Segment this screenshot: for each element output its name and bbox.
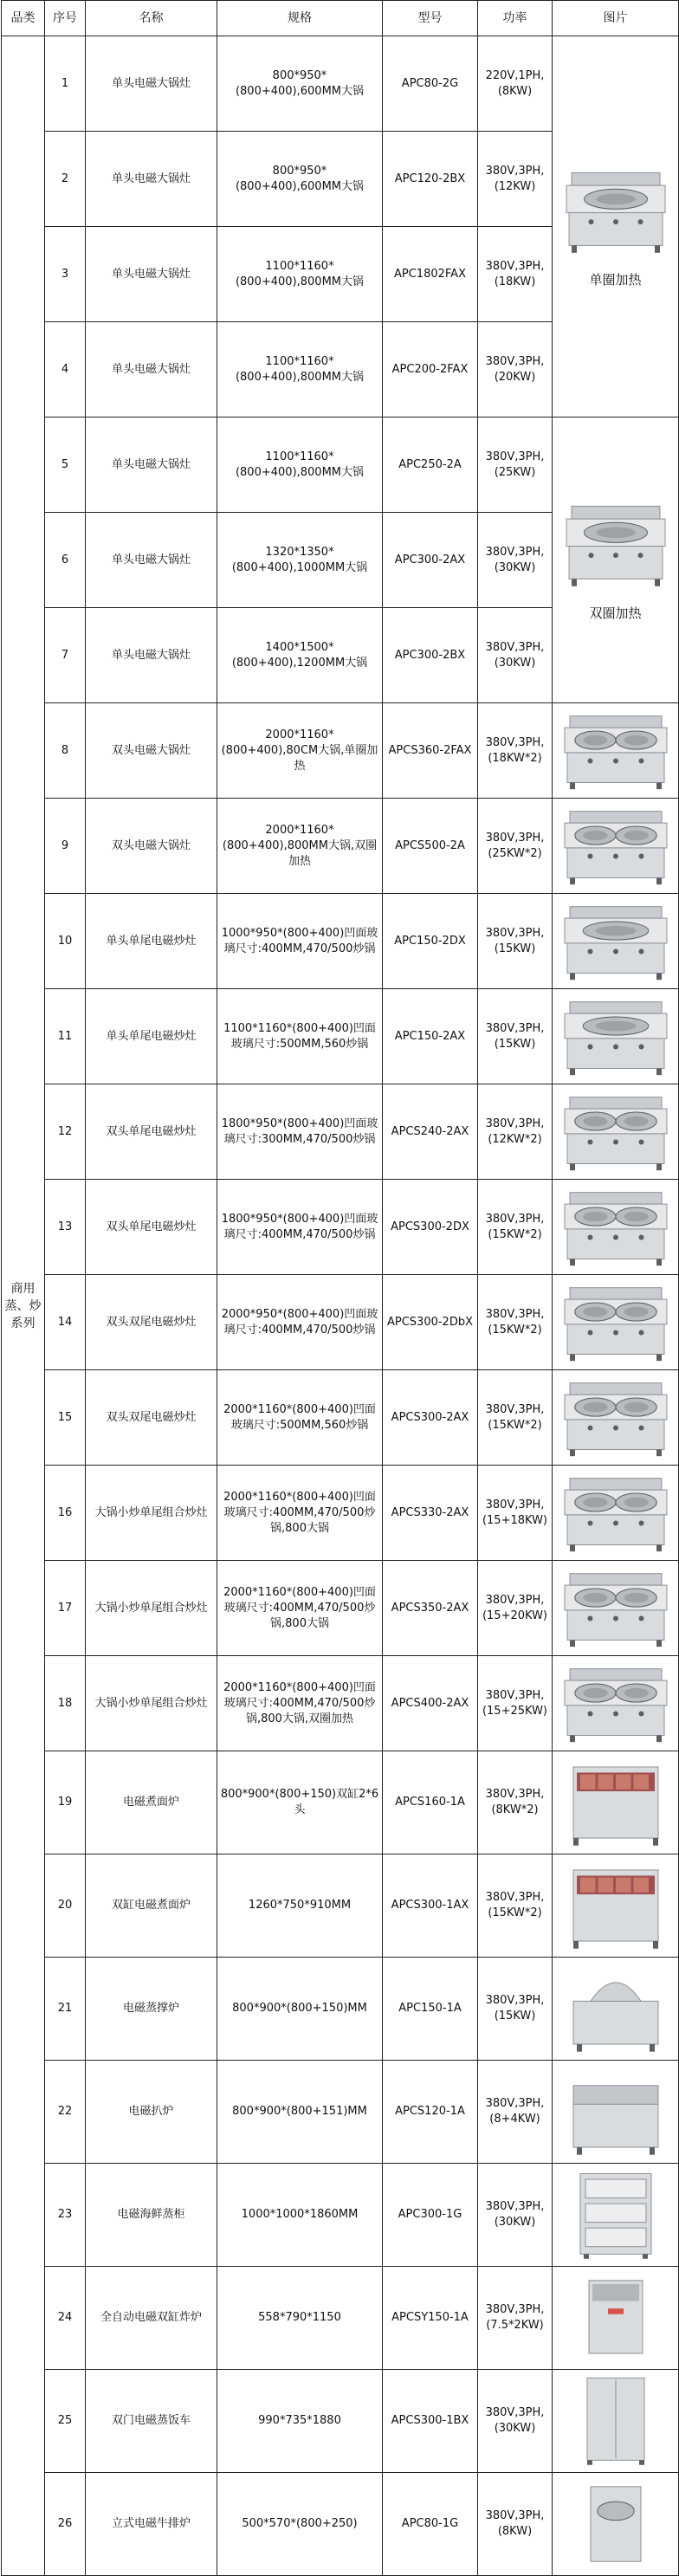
table-row: [2, 2061, 679, 2164]
row-no: 12: [45, 1084, 86, 1180]
row-spec: 2000*1160*(800+400)凹面玻璃尺寸:400MM,470/500炒锅,800大锅: [217, 1466, 383, 1561]
row-image-cell: [553, 417, 679, 703]
row-power: 380V,3PH,(15KW*2): [478, 1275, 553, 1370]
row-no: 15: [45, 1370, 86, 1466]
header-category: 品类: [2, 1, 45, 36]
row-power: 380V,3PH,(30KW): [478, 513, 553, 608]
row-model: APCS300-1AX: [383, 1854, 478, 1958]
row-model: APCS400-2AX: [383, 1656, 478, 1751]
row-model: APC150-2DX: [383, 894, 478, 989]
row-power: 380V,3PH,(18KW): [478, 227, 553, 322]
product-image: [558, 1567, 674, 1650]
row-spec: 1100*1160*(800+400)凹面玻璃尺寸:500MM,560炒锅: [217, 989, 383, 1084]
row-image-cell: [553, 1466, 679, 1561]
row-no: 1: [45, 36, 86, 132]
row-no: 4: [45, 322, 86, 417]
row-spec: 800*950*(800+400),600MM大锅: [217, 36, 383, 132]
row-model: APC150-1A: [383, 1958, 478, 2061]
row-power: 380V,3PH,(15KW*2): [478, 1180, 553, 1275]
product-image: [558, 900, 674, 983]
caption-single-ring: 单圈加热: [589, 272, 642, 288]
row-spec: 1100*1160*(800+400),800MM大锅: [217, 227, 383, 322]
row-no: 22: [45, 2061, 86, 2164]
row-power: 380V,3PH,(15KW): [478, 894, 553, 989]
row-spec: 1260*750*910MM: [217, 1854, 383, 1958]
row-spec: 2000*1160*(800+400)凹面玻璃尺寸:400MM,470/500炒锅,800大锅,双圈加热: [217, 1656, 383, 1751]
table-row: [2, 2267, 679, 2370]
product-image: [558, 1091, 674, 1174]
row-name: 双头电磁大锅灶: [86, 703, 217, 799]
row-image-cell: [553, 2473, 679, 2576]
row-name: 单头电磁大锅灶: [86, 132, 217, 227]
row-name: 单头电磁大锅灶: [86, 36, 217, 132]
row-name: 全自动电磁双缸炸炉: [86, 2267, 217, 2370]
row-model: APCS300-2DbX: [383, 1275, 478, 1370]
row-image-cell: [553, 1084, 679, 1180]
row-name: 电磁扒炉: [86, 2061, 217, 2164]
row-name: 单头电磁大锅灶: [86, 227, 217, 322]
row-no: 3: [45, 227, 86, 322]
row-model: APCS300-1BX: [383, 2370, 478, 2473]
table-row: [2, 1854, 679, 1958]
row-power: 380V,3PH,(25KW): [478, 417, 553, 513]
product-image: [558, 995, 674, 1078]
caption-double-ring: 双圈加热: [589, 605, 642, 621]
row-power: 380V,3PH,(25KW*2): [478, 799, 553, 894]
table-row: [2, 2473, 679, 2576]
row-spec: 2000*950*(800+400)凹面玻璃尺寸:400MM,470/500炒锅: [217, 1275, 383, 1370]
row-power: 380V,3PH,(8+4KW): [478, 2061, 553, 2164]
product-image: [558, 1756, 674, 1849]
row-image-cell: [553, 894, 679, 989]
row-name: 单头电磁大锅灶: [86, 608, 217, 703]
row-no: 26: [45, 2473, 86, 2576]
product-table: [1, 0, 679, 2576]
row-no: 7: [45, 608, 86, 703]
table-row: [2, 1084, 679, 1180]
row-name: 电磁海鲜蒸柜: [86, 2164, 217, 2267]
row-spec: 2000*1160*(800+400),800MM大锅,双圈加热: [217, 799, 383, 894]
row-model: APC200-2FAX: [383, 322, 478, 417]
row-model: APCS500-2A: [383, 799, 478, 894]
product-image: [558, 1186, 674, 1269]
table-row: [2, 1275, 679, 1370]
row-spec: 1800*950*(800+400)凹面玻璃尺寸:300MM,470/500炒锅: [217, 1084, 383, 1180]
row-model: APC150-2AX: [383, 989, 478, 1084]
row-power: 380V,3PH,(30KW): [478, 2370, 553, 2473]
row-no: 24: [45, 2267, 86, 2370]
row-spec: 800*900*(800+150)MM: [217, 1958, 383, 2061]
row-model: APCSY150-1A: [383, 2267, 478, 2370]
row-spec: 1320*1350*(800+400),1000MM大锅: [217, 513, 383, 608]
product-image: [559, 165, 672, 256]
row-power: 380V,3PH,(30KW): [478, 2164, 553, 2267]
row-spec: 800*900*(800+150)双缸2*6头: [217, 1751, 383, 1854]
row-no: 11: [45, 989, 86, 1084]
row-no: 6: [45, 513, 86, 608]
row-no: 10: [45, 894, 86, 989]
product-image: [558, 2168, 674, 2262]
row-spec: 1400*1500*(800+400),1200MM大锅: [217, 608, 383, 703]
row-spec: 2000*1160*(800+400),80CM大锅,单圈加热: [217, 703, 383, 799]
row-image-cell: [553, 2370, 679, 2473]
row-spec: 2000*1160*(800+400)凹面玻璃尺寸:400MM,470/500炒锅,800大锅: [217, 1561, 383, 1656]
table-row: [2, 417, 679, 513]
row-model: APCS120-1A: [383, 2061, 478, 2164]
product-image: [558, 805, 674, 888]
product-image: [558, 2477, 674, 2571]
row-image-cell: [553, 1751, 679, 1854]
row-model: APC250-2A: [383, 417, 478, 513]
header-power: 功率: [478, 1, 553, 36]
row-model: APCS330-2AX: [383, 1466, 478, 1561]
header-name: 名称: [86, 1, 217, 36]
row-name: 大锅小炒单尾组合炒灶: [86, 1561, 217, 1656]
row-no: 2: [45, 132, 86, 227]
row-image-cell: [553, 703, 679, 799]
row-name: 立式电磁牛排炉: [86, 2473, 217, 2576]
row-no: 21: [45, 1958, 86, 2061]
row-power: 380V,3PH,(12KW): [478, 132, 553, 227]
row-name: 双头单尾电磁炒灶: [86, 1084, 217, 1180]
row-no: 5: [45, 417, 86, 513]
row-spec: 1000*950*(800+400)凹面玻璃尺寸:400MM,470/500炒锅: [217, 894, 383, 989]
table-row: [2, 894, 679, 989]
row-image-cell: [553, 2267, 679, 2370]
row-name: 大锅小炒单尾组合炒灶: [86, 1466, 217, 1561]
row-power: 380V,3PH,(15KW): [478, 989, 553, 1084]
row-name: 单头单尾电磁炒灶: [86, 989, 217, 1084]
table-row: [2, 1180, 679, 1275]
row-power: 220V,1PH,(8KW): [478, 36, 553, 132]
row-image-cell: [553, 2061, 679, 2164]
row-image-cell: [553, 1854, 679, 1958]
row-no: 20: [45, 1854, 86, 1958]
row-power: 380V,3PH,(12KW*2): [478, 1084, 553, 1180]
row-model: APC300-2AX: [383, 513, 478, 608]
row-no: 17: [45, 1561, 86, 1656]
row-model: APC300-2BX: [383, 608, 478, 703]
header-no: 序号: [45, 1, 86, 36]
table-row: [2, 1958, 679, 2061]
row-power: 380V,3PH,(8KW): [478, 2473, 553, 2576]
row-image-cell: [553, 1370, 679, 1466]
product-image: [559, 499, 672, 590]
row-name: 单头单尾电磁炒灶: [86, 894, 217, 989]
table-row: [2, 703, 679, 799]
row-power: 380V,3PH,(30KW): [478, 608, 553, 703]
row-name: 双头双尾电磁炒灶: [86, 1275, 217, 1370]
row-power: 380V,3PH,(15KW*2): [478, 1370, 553, 1466]
row-model: APCS360-2FAX: [383, 703, 478, 799]
row-power: 380V,3PH,(15KW*2): [478, 1854, 553, 1958]
row-power: 380V,3PH,(15+25KW): [478, 1656, 553, 1751]
row-model: APCS350-2AX: [383, 1561, 478, 1656]
product-image: [558, 1859, 674, 1952]
row-no: 19: [45, 1751, 86, 1854]
table-row: [2, 36, 679, 132]
row-name: 双头电磁大锅灶: [86, 799, 217, 894]
row-spec: 1000*1000*1860MM: [217, 2164, 383, 2267]
product-image: [558, 709, 674, 793]
product-image: [558, 1662, 674, 1745]
table-row: [2, 2164, 679, 2267]
table-row: [2, 1656, 679, 1751]
product-image: [558, 1281, 674, 1364]
row-model: APC300-1G: [383, 2164, 478, 2267]
row-image-cell: [553, 2164, 679, 2267]
row-no: 9: [45, 799, 86, 894]
table-row: [2, 989, 679, 1084]
table-row: [2, 1466, 679, 1561]
row-spec: 990*735*1880: [217, 2370, 383, 2473]
row-spec: 1100*1160*(800+400),800MM大锅: [217, 322, 383, 417]
row-image-cell: [553, 1656, 679, 1751]
row-model: APCS300-2AX: [383, 1370, 478, 1466]
row-image-cell: [553, 36, 679, 417]
table-row: [2, 1561, 679, 1656]
row-spec: 500*570*(800+250): [217, 2473, 383, 2576]
product-image: [558, 2271, 674, 2365]
header-model: 型号: [383, 1, 478, 36]
row-model: APC120-2BX: [383, 132, 478, 227]
row-name: 双缸电磁煮面炉: [86, 1854, 217, 1958]
row-no: 23: [45, 2164, 86, 2267]
row-name: 双门电磁蒸饭车: [86, 2370, 217, 2473]
row-name: 大锅小炒单尾组合炒灶: [86, 1656, 217, 1751]
row-image-cell: [553, 1561, 679, 1656]
row-power: 380V,3PH,(15+20KW): [478, 1561, 553, 1656]
row-power: 380V,3PH,(20KW): [478, 322, 553, 417]
row-power: 380V,3PH,(18KW*2): [478, 703, 553, 799]
product-image: [558, 1962, 674, 2055]
row-image-cell: [553, 1958, 679, 2061]
row-spec: 800*950*(800+400),600MM大锅: [217, 132, 383, 227]
row-spec: 558*790*1150: [217, 2267, 383, 2370]
table-row: [2, 2370, 679, 2473]
product-image: [558, 1376, 674, 1460]
row-no: 13: [45, 1180, 86, 1275]
table-row: [2, 1751, 679, 1854]
row-image-cell: [553, 989, 679, 1084]
row-name: 单头电磁大锅灶: [86, 322, 217, 417]
table-header-row: [2, 1, 679, 36]
row-name: 单头电磁大锅灶: [86, 513, 217, 608]
row-no: 14: [45, 1275, 86, 1370]
row-spec: 1800*950*(800+400)凹面玻璃尺寸:400MM,470/500炒锅: [217, 1180, 383, 1275]
row-model: APCS160-1A: [383, 1751, 478, 1854]
row-no: 16: [45, 1466, 86, 1561]
row-spec: 2000*1160*(800+400)凹面玻璃尺寸:500MM,560炒锅: [217, 1370, 383, 1466]
row-image-cell: [553, 799, 679, 894]
row-name: 单头电磁大锅灶: [86, 417, 217, 513]
table-row: [2, 1370, 679, 1466]
row-name: 双头单尾电磁炒灶: [86, 1180, 217, 1275]
header-spec: 规格: [217, 1, 383, 36]
row-power: 380V,3PH,(15+18KW): [478, 1466, 553, 1561]
row-model: APCS240-2AX: [383, 1084, 478, 1180]
header-image: 图片: [553, 1, 679, 36]
row-name: 双头双尾电磁炒灶: [86, 1370, 217, 1466]
row-power: 380V,3PH,(8KW*2): [478, 1751, 553, 1854]
row-image-cell: [553, 1180, 679, 1275]
row-image-cell: [553, 1275, 679, 1370]
product-image: [558, 1472, 674, 1555]
row-model: APC80-2G: [383, 36, 478, 132]
row-power: 380V,3PH,(15KW): [478, 1958, 553, 2061]
row-name: 电磁蒸撑炉: [86, 1958, 217, 2061]
row-no: 18: [45, 1656, 86, 1751]
row-model: APCS300-2DX: [383, 1180, 478, 1275]
product-image: [558, 2065, 674, 2159]
table-row: [2, 799, 679, 894]
row-no: 25: [45, 2370, 86, 2473]
row-power: 380V,3PH,(7.5*2KW): [478, 2267, 553, 2370]
row-spec: 800*900*(800+151)MM: [217, 2061, 383, 2164]
row-model: APC80-1G: [383, 2473, 478, 2576]
row-name: 电磁煮面炉: [86, 1751, 217, 1854]
row-no: 8: [45, 703, 86, 799]
row-model: APC1802FAX: [383, 227, 478, 322]
row-spec: 1100*1160*(800+400),800MM大锅: [217, 417, 383, 513]
category-cell: 商用蒸、炒系列: [2, 36, 45, 2576]
product-image: [558, 2374, 674, 2468]
